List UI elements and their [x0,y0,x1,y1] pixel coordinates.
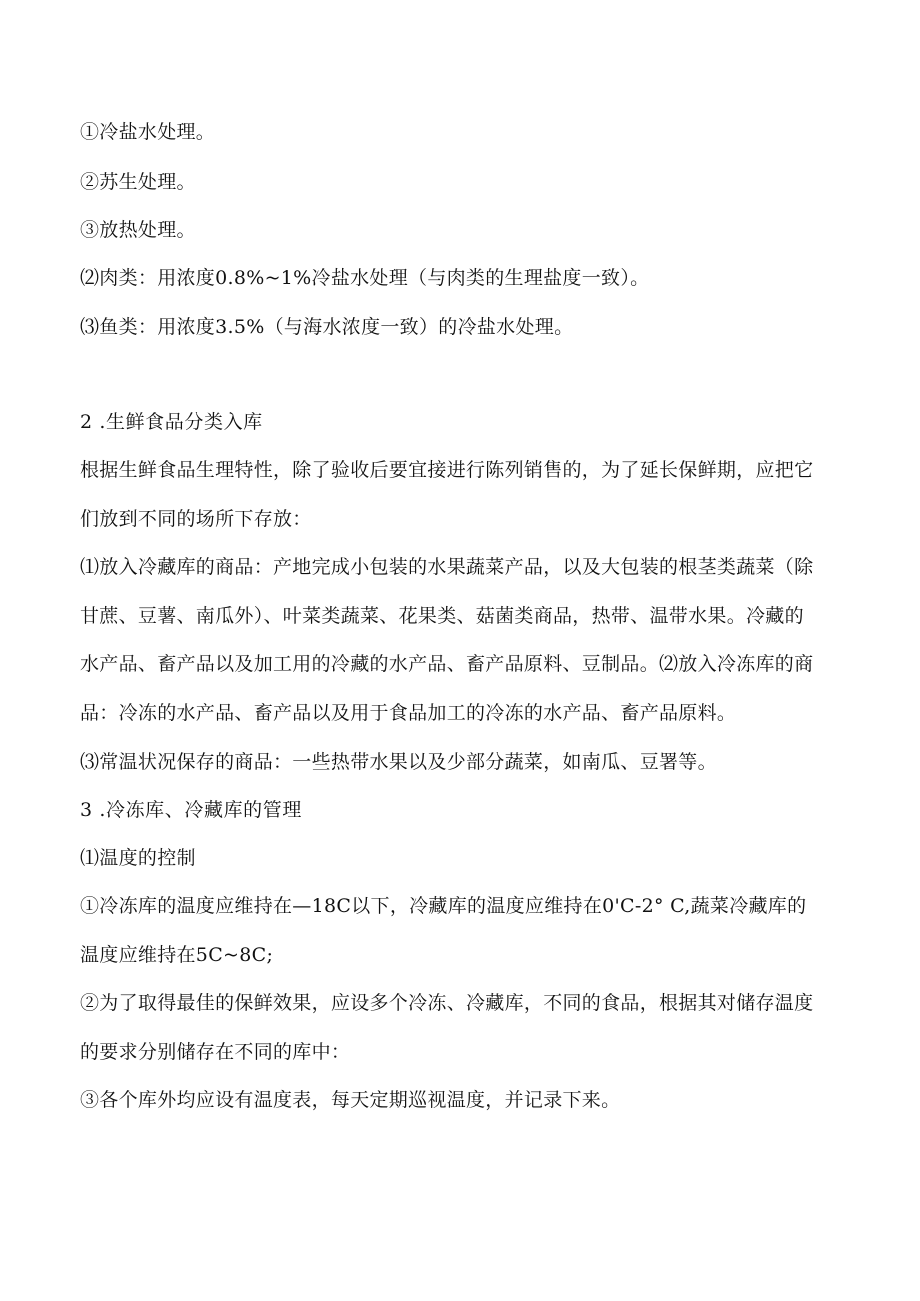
paragraph-line: 根据生鲜食品生理特性，除了验收后要宜接进行陈列销售的，为了延长保鲜期，应把它 [80,459,814,481]
paragraph-line: 们放到不同的场所下存放： [80,508,312,530]
subheading-temperature-control: ⑴温度的控制 [80,847,196,869]
paragraph-line: ②为了取得最佳的保鲜效果，应设多个冷冻、冷藏库，不同的食品，根据其对储存温度 [80,992,814,1014]
list-item-cold-brine: ①冷盐水处理。 [80,121,216,143]
section-heading-management: 3 .冷冻库、冷藏库的管理 [80,799,302,821]
paragraph-line: ⑴放入冷藏库的商品：产地完成小包装的水果蔬菜产品，以及大包装的根茎类蔬菜（除 [80,556,814,578]
list-item-fish: ⑶鱼类：用浓度3.5%（与海水浓度一致）的冷盐水处理。 [80,316,574,338]
section-heading-storage: 2 .生鲜食品分类入库 [80,411,263,433]
paragraph-line: ⑶常温状况保存的商品：一些热带水果以及少部分蔬菜，如南瓜、豆署等。 [80,751,717,773]
paragraph-line: 温度应维持在5C~8C; [80,944,274,966]
list-item-heat-release: ③放热处理。 [80,219,196,241]
paragraph-line: 水产品、畜产品以及加工用的冷藏的水产品、畜产品原料、豆制品。⑵放入冷冻库的商 [80,653,814,675]
paragraph-line: 甘蔗、豆薯、南瓜外）、叶菜类蔬菜、花果类、菇菌类商品，热带、温带水果。冷藏的 [80,605,804,627]
list-item-revival: ②苏生处理。 [80,171,196,193]
paragraph-line: ①冷冻库的温度应维持在—18C以下，冷藏库的温度应维持在0'C-2° C,蔬菜冷藏库的 [80,895,807,917]
paragraph-line: 品：冷冻的水产品、畜产品以及用于食品加工的冷冻的水产品、畜产品原料。 [80,702,737,724]
paragraph-line: 的要求分别储存在不同的库中： [80,1041,351,1063]
list-item-meat: ⑵肉类：用浓度0.8%~1%冷盐水处理（与肉类的生理盐度一致）。 [80,267,650,289]
paragraph-line: ③各个库外均应设有温度表，每天定期巡视温度，并记录下来。 [80,1089,621,1111]
